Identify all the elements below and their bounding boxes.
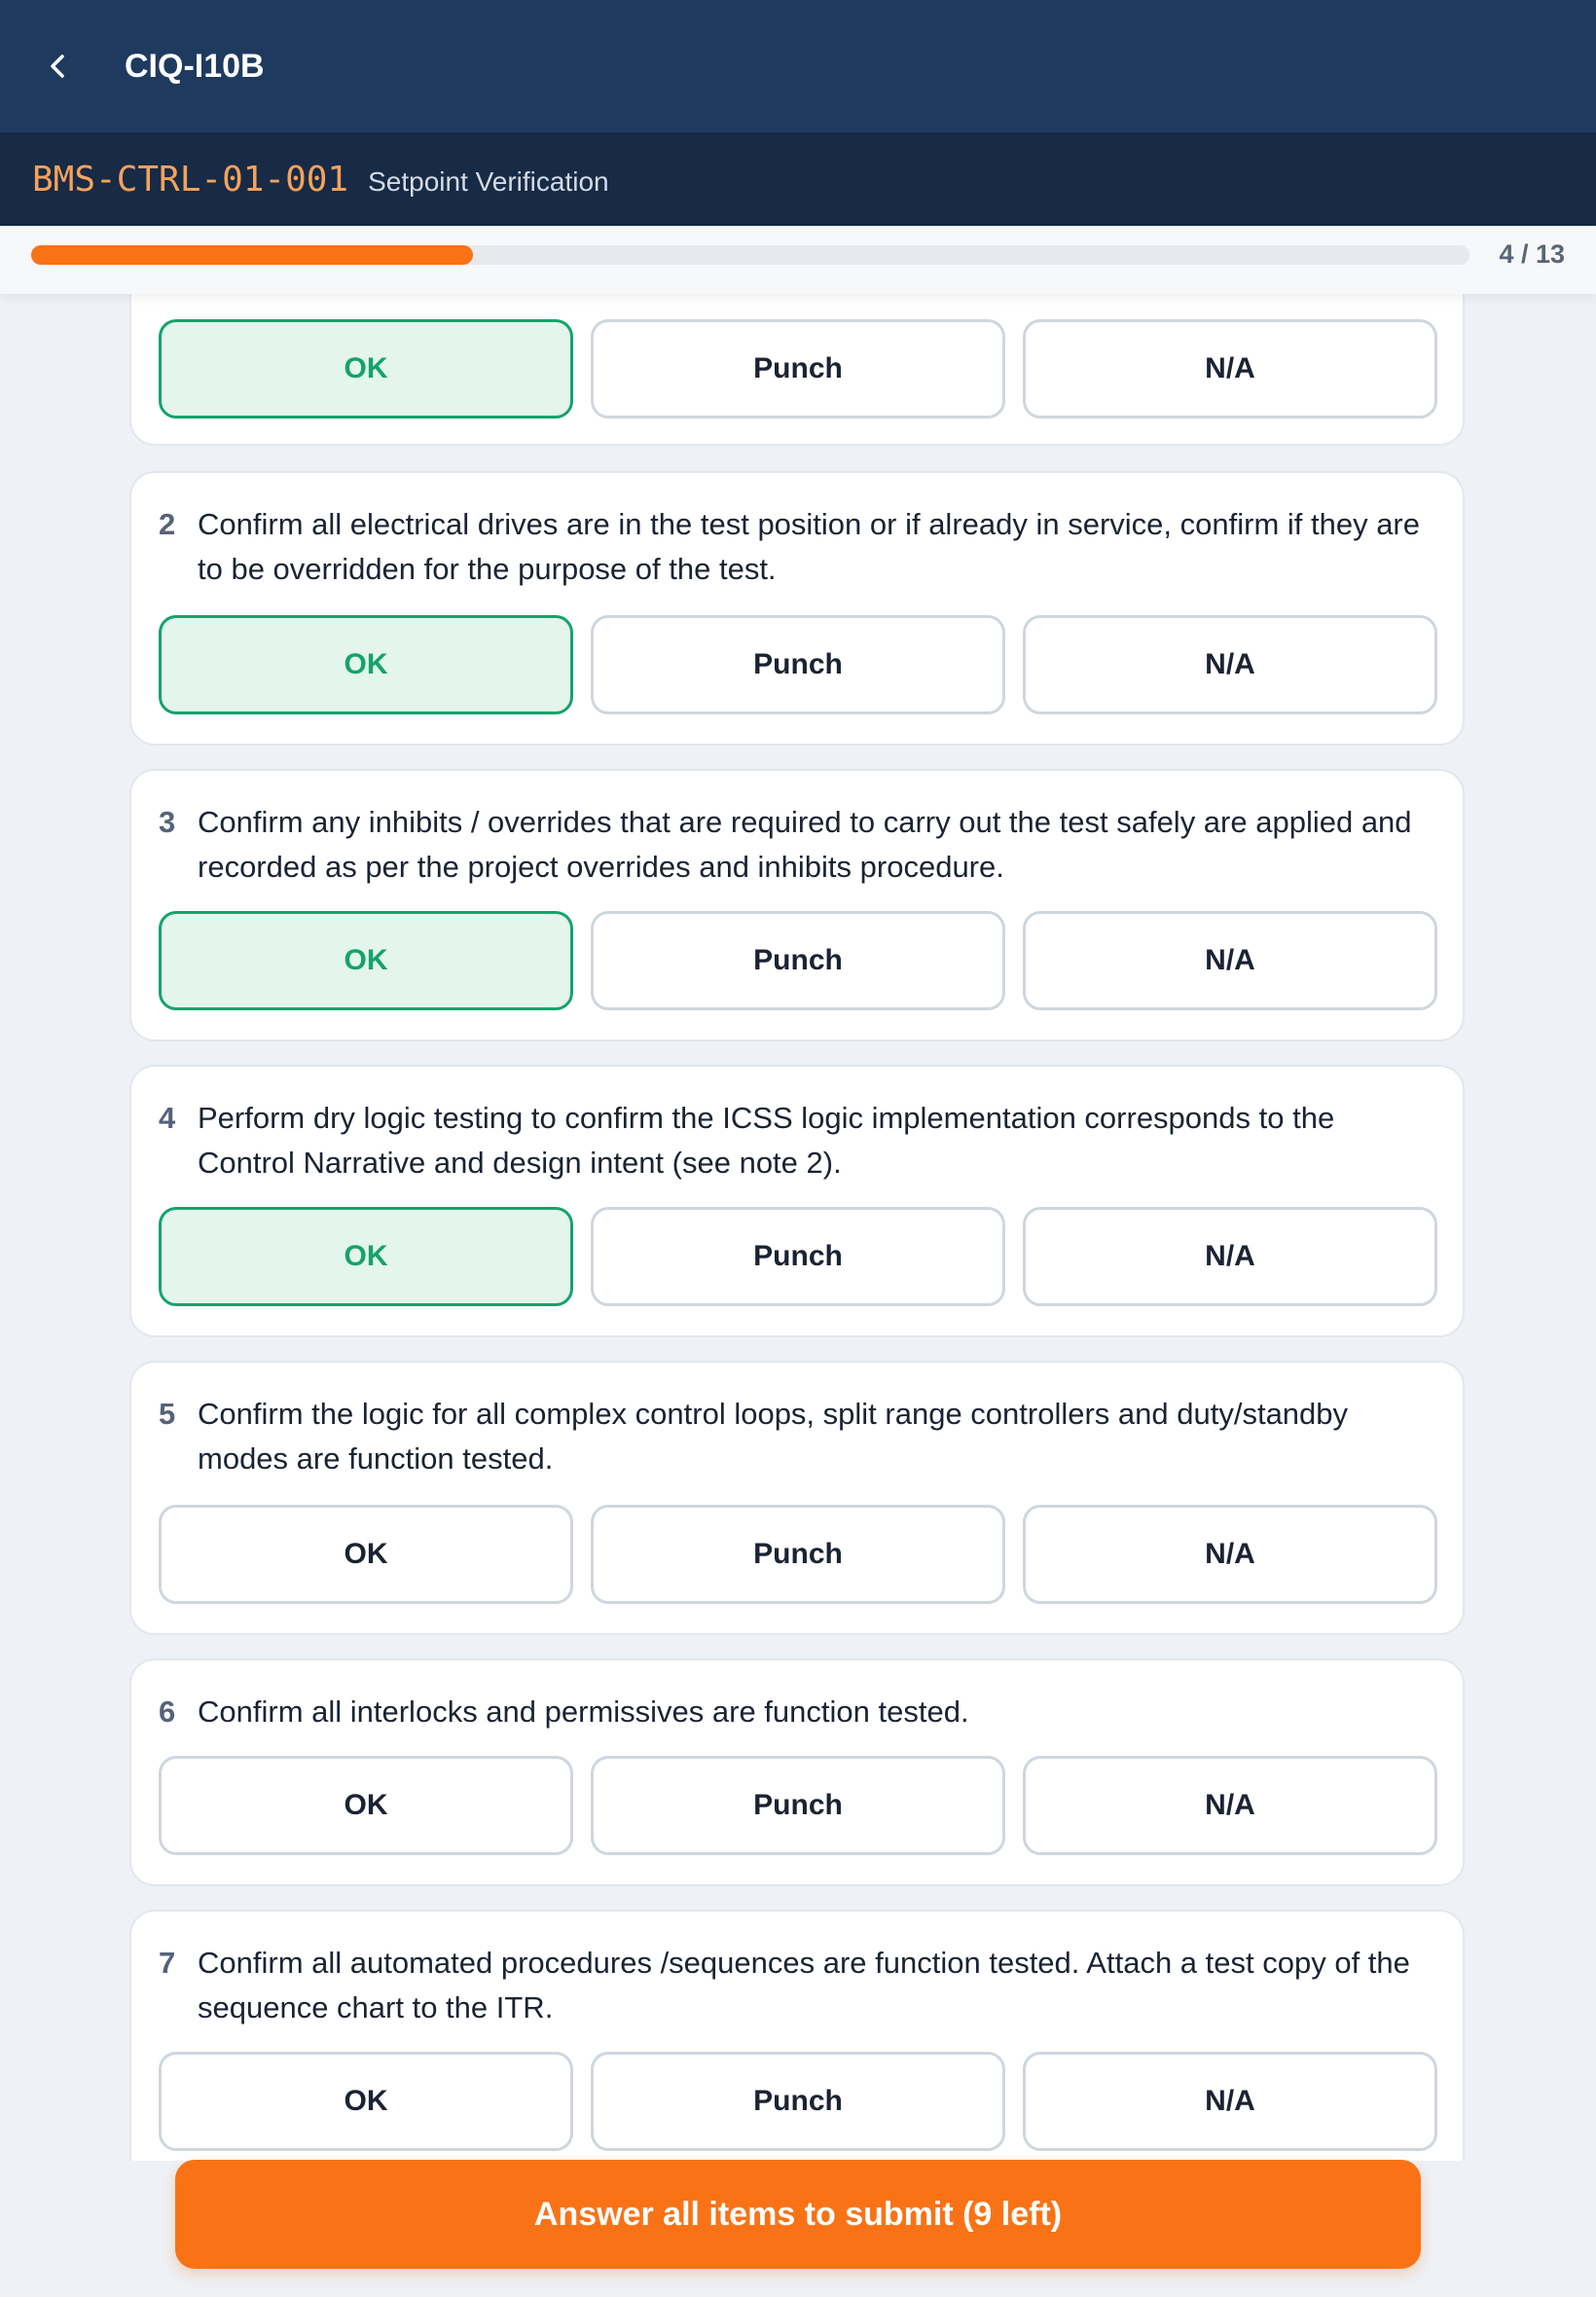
punch-button[interactable]: Punch bbox=[591, 1756, 1005, 1855]
item-text: Confirm any inhibits / overrides that are required to carry out the test safely are applied and recorded as per the project overrides and inhibits procedure. bbox=[198, 805, 1412, 884]
answer-options bbox=[159, 911, 1437, 1010]
tag-description: Setpoint Verification bbox=[368, 166, 609, 197]
na-button[interactable]: N/A bbox=[1023, 1505, 1437, 1604]
progress-count: 4 / 13 bbox=[1499, 239, 1565, 269]
checklist-item bbox=[129, 1910, 1465, 2161]
checklist-item bbox=[129, 471, 1465, 746]
na-button[interactable]: N/A bbox=[1023, 1207, 1437, 1306]
na-button[interactable]: N/A bbox=[1023, 911, 1437, 1010]
punch-button[interactable]: Punch bbox=[591, 319, 1005, 419]
item-text: Confirm all electrical drives are in the test position or if already in service, confirm if they are to be overridden for the purpose of the test. bbox=[198, 507, 1420, 586]
item-number: 6 bbox=[159, 1695, 176, 1729]
answer-options bbox=[159, 615, 1437, 714]
tag-header bbox=[0, 132, 1596, 226]
page-title: CIQ-I10B bbox=[125, 47, 265, 85]
checklist-item bbox=[129, 1065, 1465, 1337]
na-button[interactable]: N/A bbox=[1023, 1756, 1437, 1855]
ok-button[interactable]: OK bbox=[159, 1505, 573, 1604]
answer-options bbox=[159, 1505, 1437, 1604]
punch-button[interactable]: Punch bbox=[591, 911, 1005, 1010]
ok-button[interactable]: OK bbox=[159, 1756, 573, 1855]
progress-section bbox=[0, 226, 1596, 294]
progress-bar bbox=[31, 245, 1469, 265]
ok-button[interactable]: OK bbox=[159, 2052, 573, 2151]
top-app-bar bbox=[0, 0, 1596, 132]
answer-options bbox=[159, 319, 1437, 419]
item-text: Confirm the logic for all complex control loops, split range controllers and duty/standby modes are function tested. bbox=[198, 1397, 1349, 1476]
punch-button[interactable]: Punch bbox=[591, 615, 1005, 714]
checklist-item bbox=[129, 1361, 1465, 1635]
ok-button[interactable]: OK bbox=[159, 911, 573, 1010]
punch-button[interactable]: Punch bbox=[591, 1207, 1005, 1306]
item-number: 2 bbox=[159, 507, 176, 541]
item-number: 4 bbox=[159, 1101, 176, 1135]
answer-options bbox=[159, 1756, 1437, 1855]
punch-button[interactable]: Punch bbox=[591, 2052, 1005, 2151]
item-text: Perform dry logic testing to confirm the ICSS logic implementation corresponds to the Control Narrative and design intent (see note 2). bbox=[198, 1101, 1335, 1180]
checklist-item bbox=[129, 1659, 1465, 1886]
na-button[interactable]: N/A bbox=[1023, 319, 1437, 419]
ok-button[interactable]: OK bbox=[159, 319, 573, 419]
item-number: 7 bbox=[159, 1946, 176, 1980]
checklist-item bbox=[129, 294, 1465, 446]
progress-bar-fill bbox=[31, 245, 473, 265]
na-button[interactable]: N/A bbox=[1023, 2052, 1437, 2151]
tag-code: BMS-CTRL-01-001 bbox=[32, 159, 349, 200]
item-number: 3 bbox=[159, 805, 176, 839]
punch-button[interactable]: Punch bbox=[591, 1505, 1005, 1604]
chevron-left-icon bbox=[47, 51, 70, 82]
item-text: Confirm all automated procedures /sequences are function tested. Attach a test copy of the sequence chart to the ITR. bbox=[198, 1946, 1410, 2024]
na-button[interactable]: N/A bbox=[1023, 615, 1437, 714]
ok-button[interactable]: OK bbox=[159, 1207, 573, 1306]
ok-button[interactable]: OK bbox=[159, 615, 573, 714]
checklist-item bbox=[129, 769, 1465, 1041]
submit-button[interactable]: Answer all items to submit (9 left) bbox=[175, 2160, 1421, 2269]
answer-options bbox=[159, 1207, 1437, 1306]
back-button[interactable] bbox=[31, 39, 86, 93]
item-text: Confirm all interlocks and permissives are function tested. bbox=[198, 1695, 969, 1729]
checklist[interactable] bbox=[0, 294, 1596, 2161]
item-number: 5 bbox=[159, 1397, 176, 1431]
answer-options bbox=[159, 2052, 1437, 2151]
